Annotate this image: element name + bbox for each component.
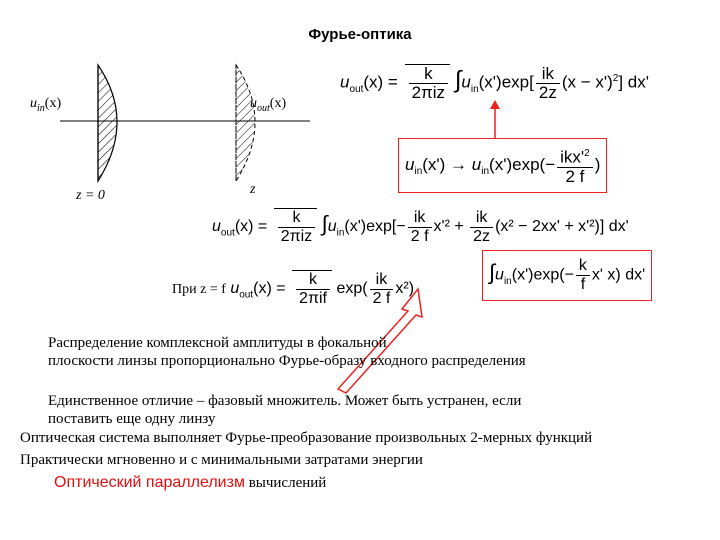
text-line-7-rest: вычислений	[244, 475, 327, 491]
u-out-label: $u_{out}(x)$	[250, 96, 287, 114]
text-line-3: Единственное отличие – фазовый множитель. Может быть устранен, если	[48, 393, 522, 409]
equation-3: $u_{out}(x)$ = $\frac{k}{\text{2πiz}}$ $\int u_{in}(x')\exp[-$ $\frac{ik}{2 f}$ x'² + $\frac{ik}{2z}$ (x² − 2xx' + x'²)] dx'	[212, 208, 629, 245]
z0-label: z = 0	[76, 188, 105, 203]
text-line-4: поставить еще одну линзу	[48, 411, 216, 427]
z-label: z	[250, 182, 256, 197]
text-line-7	[54, 474, 326, 492]
equation-2-box: $u_{in}(x') \to u_{in}(x')\exp(-$ $\frac{ikx'^2}{2 f}$ )	[398, 138, 607, 193]
fourier-integral-box: $\int u_{in}(x')\exp(-$ $\frac{k}{f}$ x' x) dx'	[482, 250, 652, 301]
lens-diagram	[0, 55, 320, 215]
red-arrow-up	[480, 100, 510, 140]
text-line-1: Распределение комплексной амплитуды в фокальной	[48, 335, 387, 351]
highlight-parallelism: Оптический параллелизм	[54, 474, 245, 491]
text-line-5: Оптическая система выполняет Фурье-преобразование произвольных 2-мерных функций	[20, 430, 593, 446]
equation-1: $u_{out}(x)$ = $\frac{k}{\text{2πiz}}$ $\int u_{in}(x')\exp$[ $\frac{ik}{2z}$ $(x - x')^2$] dx'	[340, 63, 649, 102]
output-lens	[236, 65, 255, 181]
slide-title: Фурье-оптика	[308, 26, 412, 43]
input-lens	[98, 65, 117, 181]
text-line-2: плоскости линзы пропорционально Фурье-образу входного распределения	[48, 353, 526, 369]
equation-4: При z = f $u_{out}(x)$ = $\frac{k}{\text{2πif}}$ exp( $\frac{ik}{2 f}$ x²)	[172, 270, 415, 307]
text-line-6: Практически мгновенно и с минимальными затратами энергии	[20, 452, 423, 468]
u-in-label: $u_{in}(x)$	[30, 96, 62, 114]
